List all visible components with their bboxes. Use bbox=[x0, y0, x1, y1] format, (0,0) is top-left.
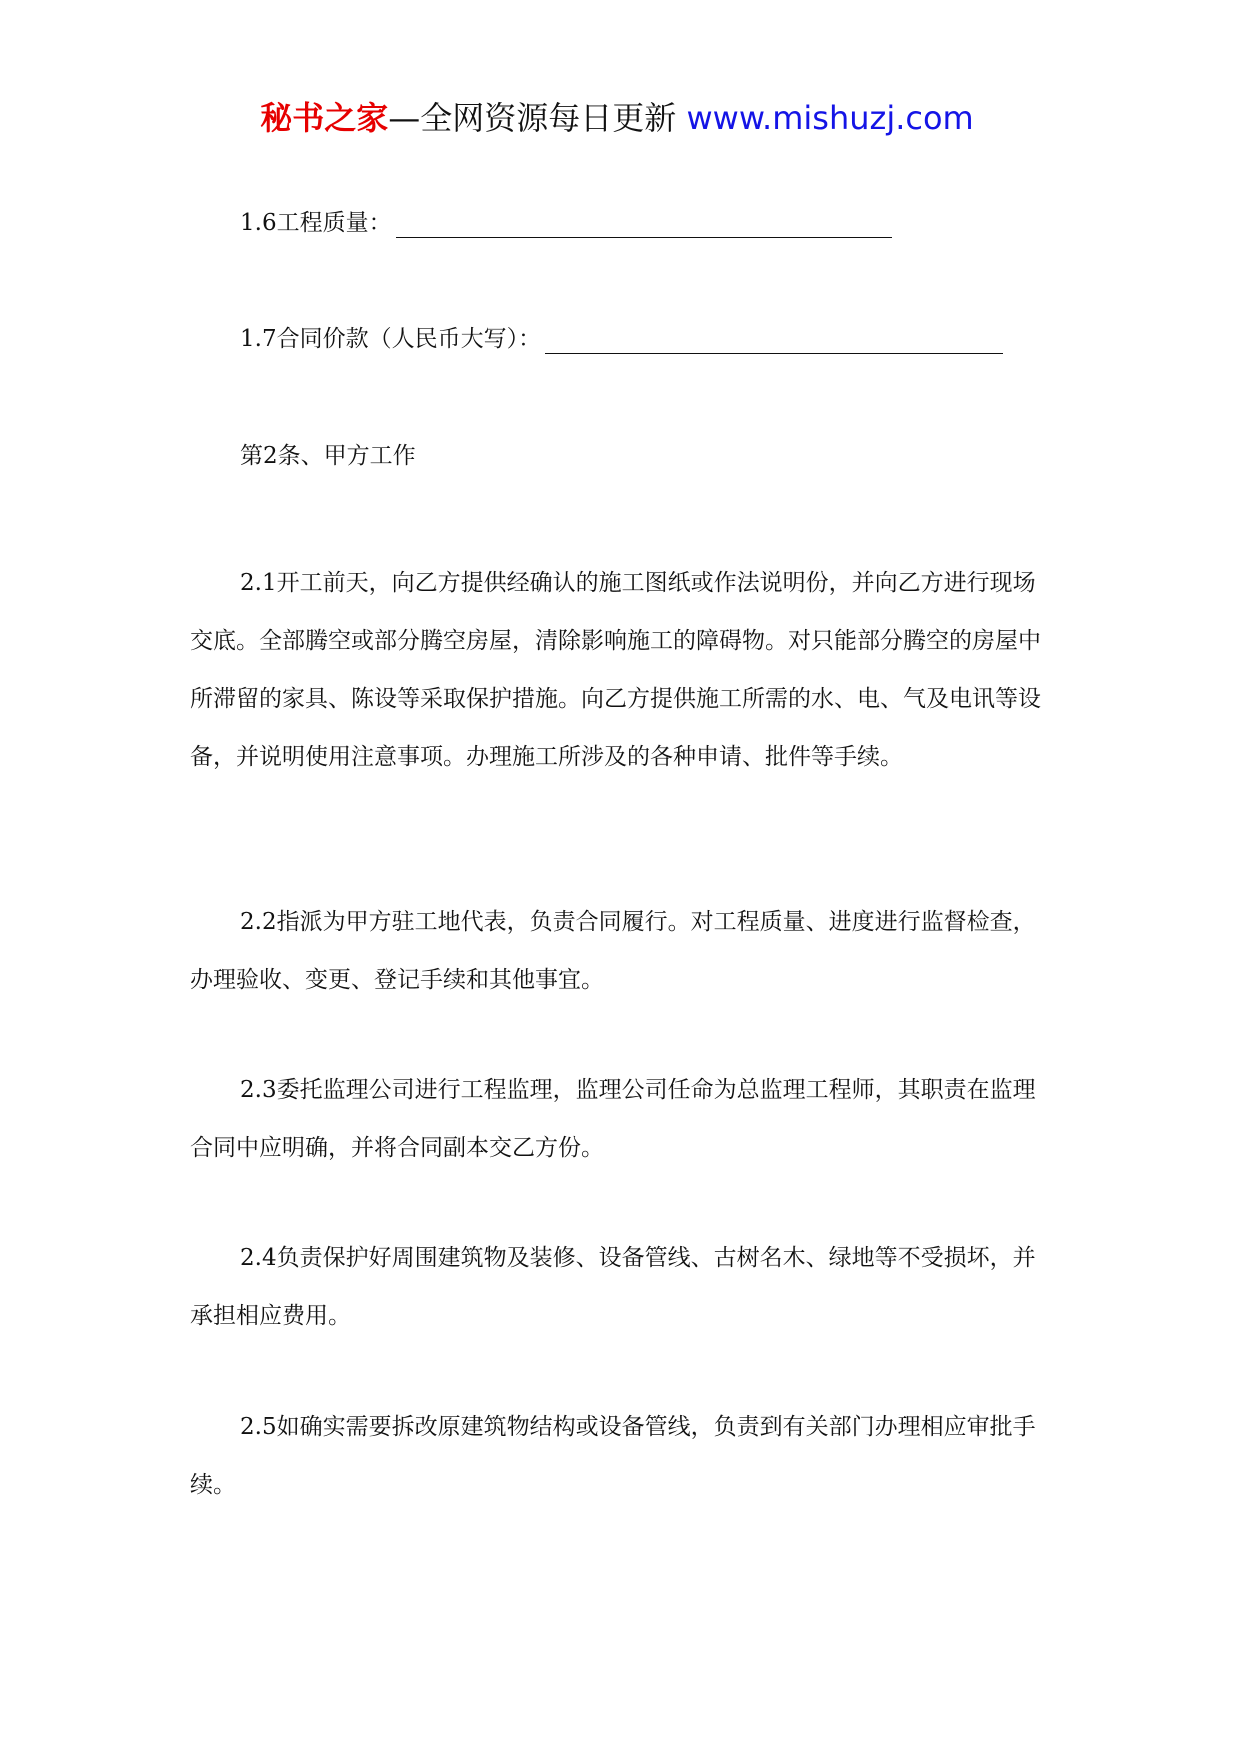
site-header bbox=[0, 98, 1234, 138]
quality-blank-line bbox=[396, 213, 892, 238]
price-blank-line bbox=[545, 329, 1003, 354]
price-label: 1.7合同价款（人民币大写）： bbox=[240, 326, 542, 352]
paragraph-2-5: 2.5如确实需要拆改原建筑物结构或设备管线，负责到有关部门办理相应审批手续。 bbox=[190, 1414, 1036, 1498]
section-title bbox=[240, 441, 416, 471]
paragraph-2-1: 2.1开工前天，向乙方提供经确认的施工图纸或作法说明份，并向乙方进行现场交底。全部腾空或部分腾空房屋，清除影响施工的障碍物。对只能部分腾空的房屋中所滞留的家具、陈设等采取保护措施。向乙方提供施工所需的水、电、气及电讯等设备，并说明使用注意事项。办理施工所涉及的各种申请、批件等手续。 bbox=[190, 570, 1041, 770]
price-field bbox=[240, 324, 1003, 354]
quality-label: 1.6工程质量： bbox=[240, 210, 392, 236]
brand-name: 秘书之家 bbox=[260, 99, 389, 137]
section-title-text: 第2条、甲方工作 bbox=[240, 443, 416, 469]
site-url: www.mishuzj.com bbox=[686, 99, 974, 137]
header-slogan: —全网资源每日更新 bbox=[388, 99, 687, 137]
paragraph-2-4: 2.4负责保护好周围建筑物及装修、设备管线、古树名木、绿地等不受损坏，并承担相应费用。 bbox=[190, 1245, 1036, 1329]
paragraph-2-3: 2.3委托监理公司进行工程监理，监理公司任命为总监理工程师，其职责在监理合同中应明确，并将合同副本交乙方份。 bbox=[190, 1077, 1036, 1161]
quality-field bbox=[240, 208, 892, 238]
paragraph-2-2: 2.2指派为甲方驻工地代表，负责合同履行。对工程质量、进度进行监督检查，办理验收、变更、登记手续和其他事宜。 bbox=[190, 909, 1036, 993]
